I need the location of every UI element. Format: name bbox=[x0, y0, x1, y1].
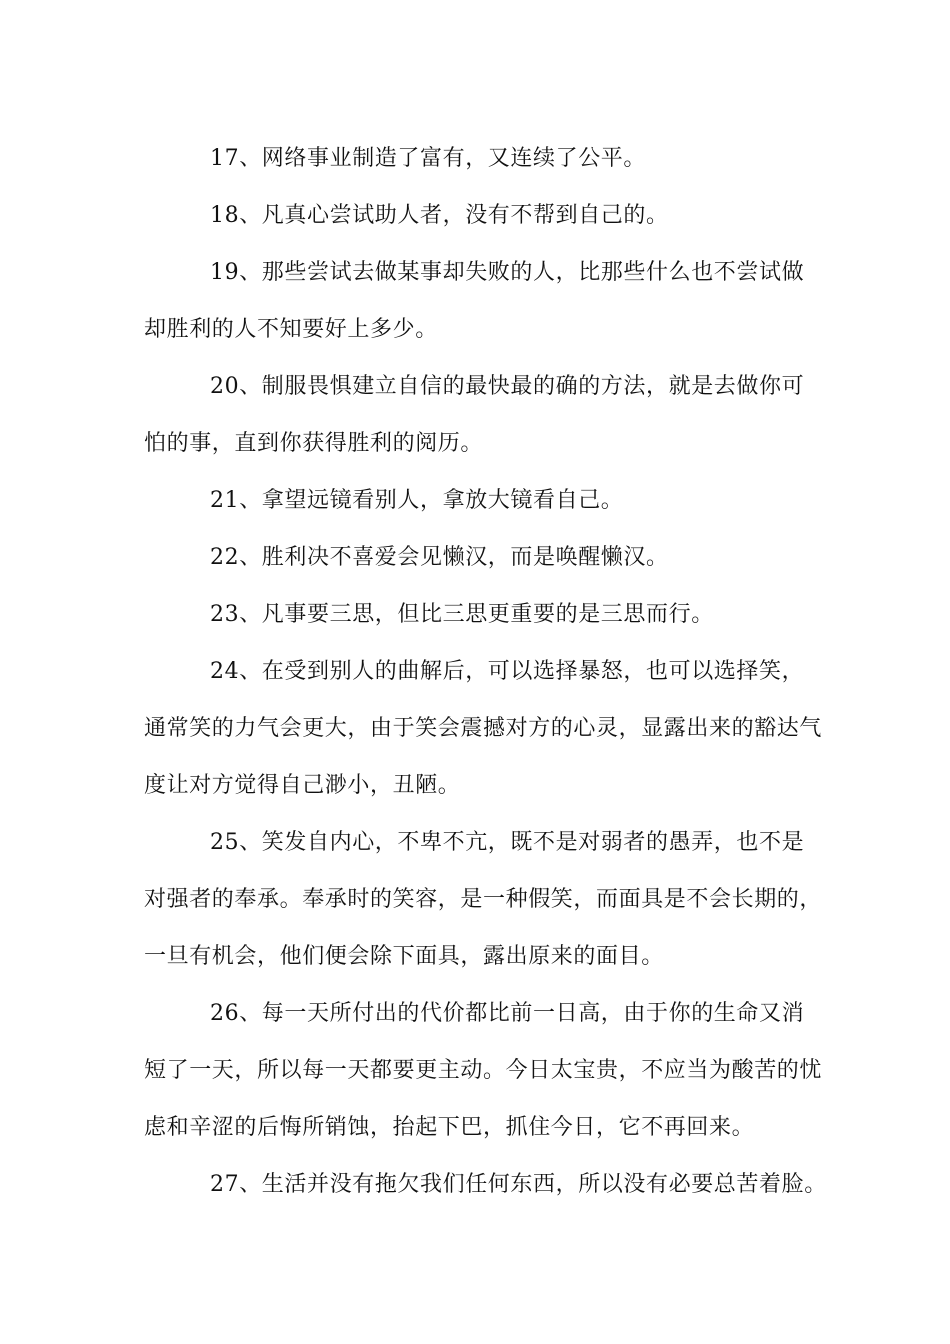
paragraph-17: 17、网络事业制造了富有，又连续了公平。 bbox=[210, 146, 646, 171]
paragraph-24: 24、在受到别人的曲解后，可以选择暴怒，也可以选择笑，通常笑的力气会更大，由于笑会震撼对方的心灵，显露出来的豁达气度让对方觉得自己渺小，丑陋。 bbox=[144, 659, 823, 798]
paragraph-23: 23、凡事要三思，但比三思更重要的是三思而行。 bbox=[210, 602, 714, 627]
paragraph-22: 22、胜利决不喜爱会见懒汉，而是唤醒懒汉。 bbox=[210, 545, 669, 570]
paragraph-26: 26、每一天所付出的代价都比前一日高，由于你的生命又消短了一天，所以每一天都要更主动。今日太宝贵，不应当为酸苦的忧虑和辛涩的后悔所销蚀，抬起下巴，抓住今日，它不再回来。 bbox=[144, 1001, 823, 1140]
paragraph-19: 19、那些尝试去做某事却失败的人，比那些什么也不尝试做却胜利的人不知要好上多少。 bbox=[144, 260, 805, 342]
paragraph-21: 21、拿望远镜看别人，拿放大镜看自己。 bbox=[210, 488, 624, 513]
paragraph-25: 25、笑发自内心，不卑不亢，既不是对弱者的愚弄，也不是对强者的奉承。奉承时的笑容，是一种假笑，而面具是不会长期的，一旦有机会，他们便会除下面具，露出原来的面目。 bbox=[144, 830, 823, 969]
paragraph-18: 18、凡真心尝试助人者，没有不帮到自己的。 bbox=[210, 203, 669, 228]
document-body bbox=[144, 130, 827, 1213]
paragraph-20: 20、制服畏惧建立自信的最快最的确的方法，就是去做你可怕的事，直到你获得胜利的阅历。 bbox=[144, 374, 805, 456]
paragraph-27: 27、生活并没有拖欠我们任何东西，所以没有必要总苦着脸。 bbox=[210, 1172, 827, 1197]
